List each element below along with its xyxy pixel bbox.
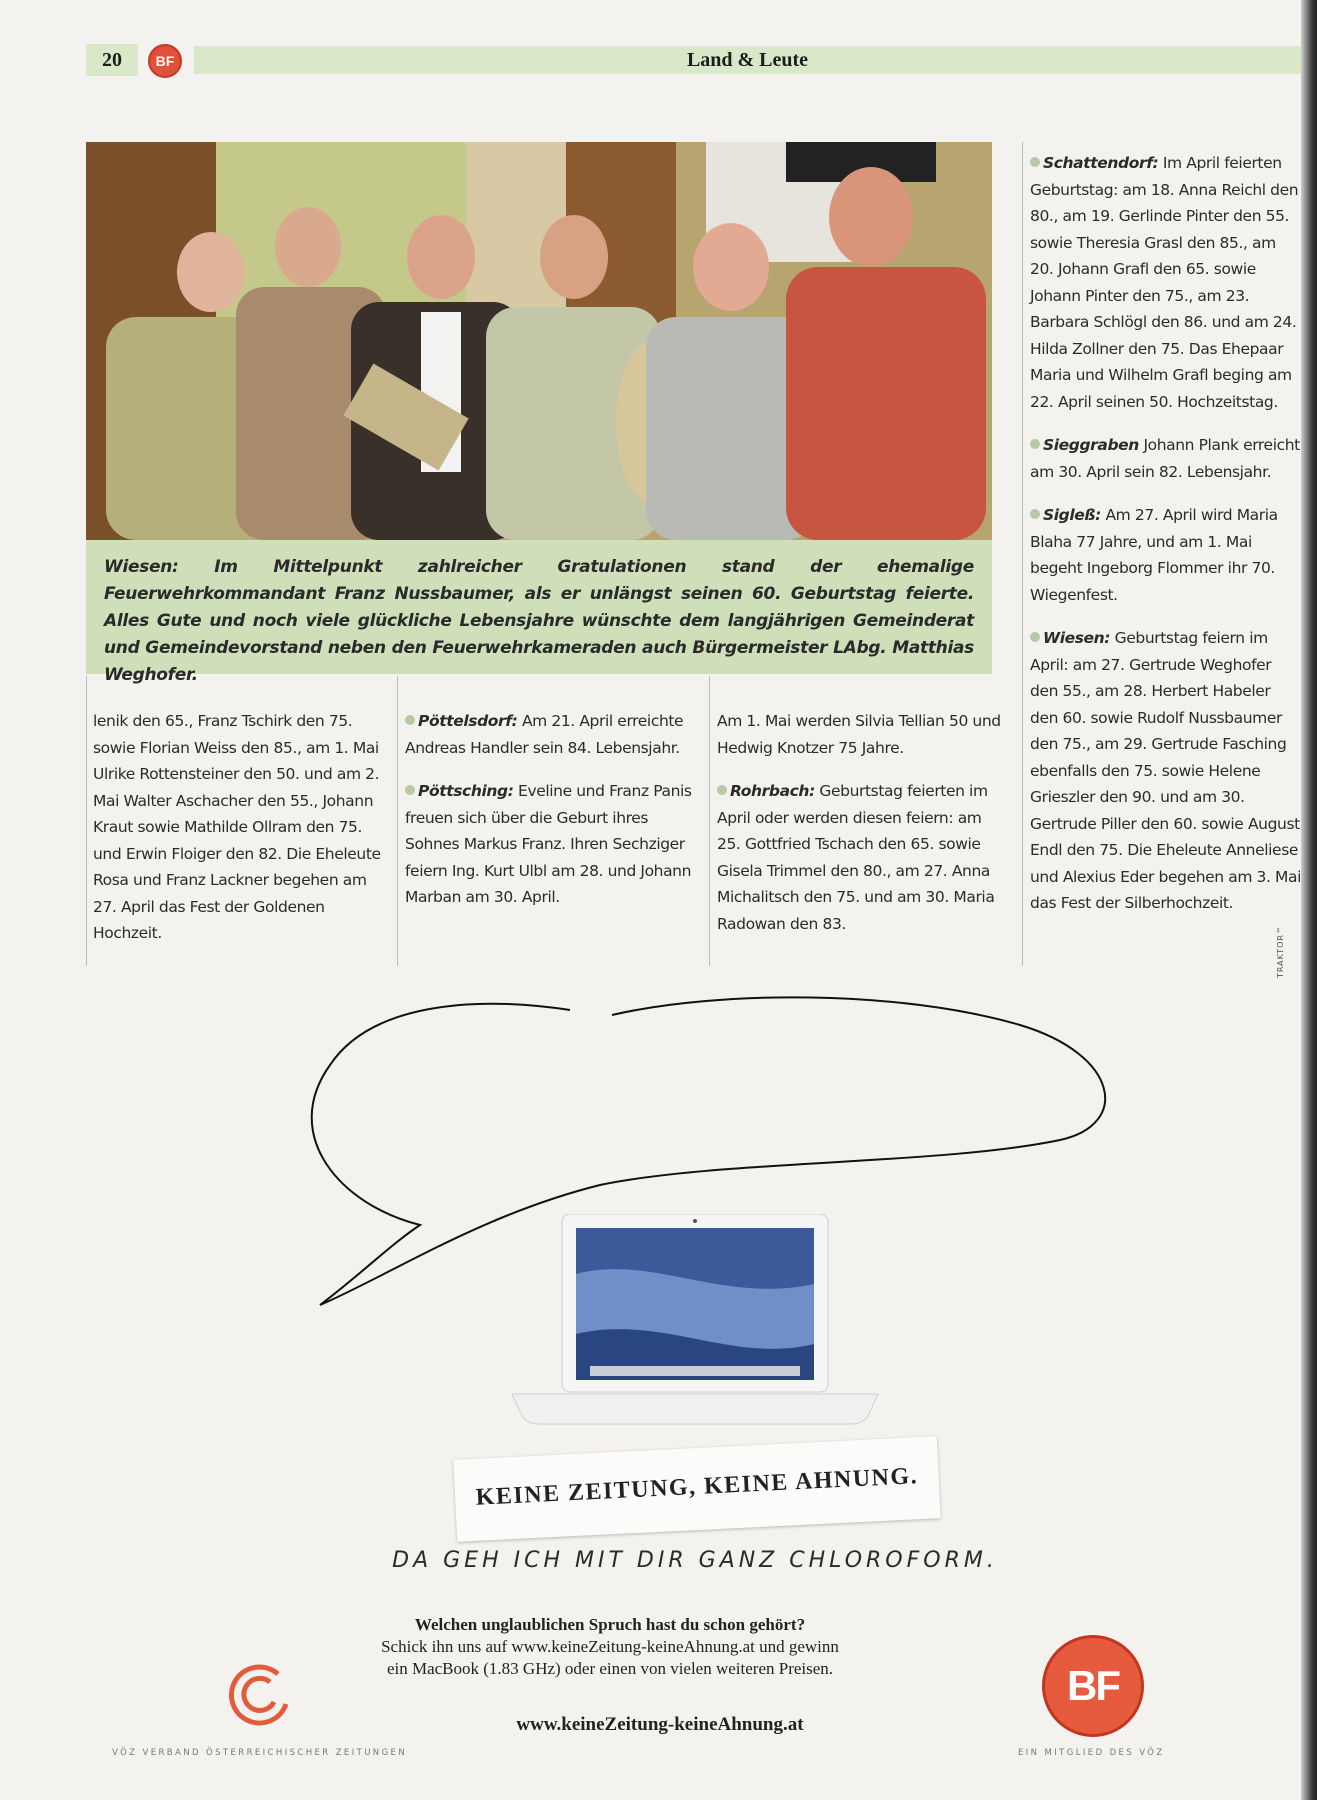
bullet-icon bbox=[1030, 439, 1040, 449]
wiesen-paragraph bbox=[1030, 625, 1302, 917]
promo-line-1: Schick ihn uns auf www.keineZeitung-keineAhnung.at und gewinn bbox=[381, 1637, 839, 1656]
section-title: Land & Leute bbox=[686, 49, 809, 71]
bullet-icon bbox=[717, 785, 727, 795]
sigless-paragraph bbox=[1030, 502, 1302, 608]
promo-question: Welchen unglaublichen Spruch hast du schon gehört? bbox=[414, 1615, 806, 1634]
bf-logo-icon: BF bbox=[148, 44, 182, 78]
poettsching-paragraph bbox=[405, 778, 697, 911]
photo-caption: Wiesen: Im Mittelpunkt zahlreicher Gratulationen stand der ehemalige Feuerwehrkommandant Franz Nussbaumer, als er unlängst seinen 60. Geburtstag feierte. Alles Gute und noch viele glückliche Lebensjahre wünschte dem langjährigen Gemeinderat und Gemeindevorstand neben den Feuerwehrkameraden auch Bürgermeister LAbg. Matthias Weghofer. bbox=[86, 540, 992, 674]
page-header bbox=[86, 44, 1301, 76]
paragraph-text: Johann Plank erreicht am 30. April sein 82. Lebensjahr. bbox=[1030, 436, 1300, 481]
slogan-text: KEINE ZEITUNG, KEINE AHNUNG. bbox=[475, 1463, 919, 1511]
section-bar bbox=[194, 46, 1301, 74]
bullet-icon bbox=[1030, 632, 1040, 642]
bullet-icon bbox=[405, 785, 415, 795]
text-column-1 bbox=[93, 708, 385, 964]
place-name: Rohrbach: bbox=[730, 782, 815, 800]
column-divider bbox=[709, 676, 710, 966]
page-edge bbox=[1301, 0, 1317, 1800]
bullet-icon bbox=[1030, 509, 1040, 519]
place-name: Pöttsching: bbox=[418, 782, 514, 800]
paragraph-text: Am 21. April erreichte Andreas Handler sein 84. Lebensjahr. bbox=[405, 712, 684, 757]
place-name: Wiesen: bbox=[1043, 629, 1111, 647]
bullet-icon bbox=[1030, 157, 1040, 167]
paragraph-text: Eveline und Franz Panis freuen sich über die Geburt ihres Sohnes Markus Franz. Ihren Sechziger feiern Ing. Kurt Ulbl am 28. und Johann Marban am 30. April. bbox=[405, 782, 692, 906]
column-divider bbox=[86, 676, 87, 966]
group-photo bbox=[86, 142, 992, 540]
voez-label: VÖZ VERBAND ÖSTERREICHISCHER ZEITUNGEN bbox=[112, 1748, 408, 1758]
paragraph-text: Am 27. April wird Maria Blaha 77 Jahre, und am 1. Mai begeht Ingeborg Flommer ihr 70. Wiegenfest. bbox=[1030, 506, 1278, 604]
voez-logo-icon bbox=[226, 1660, 292, 1726]
slogan-paper bbox=[453, 1436, 940, 1542]
agency-credit: TRAKTOR™ bbox=[1276, 925, 1285, 978]
paragraph-text: Geburtstag feiern im April: am 27. Gertrude Weghofer den 55., am 28. Herbert Habeler den 60. sowie Rudolf Nussbaumer den 75., am 29. Gertrude Fasching ebenfalls den 75. sowie Helene Grieszler den 90. und am 30. Gertrude Piller den 60. sowie August Endl den 75. Die Eheleute Anneliese und Alexius Eder begehen am 3. Mai das Fest der Silberhochzeit. bbox=[1030, 629, 1302, 912]
paragraph-text: Geburtstag feierten im April oder werden diesen feiern: am 25. Gottfried Tschach den 65. sowie Gisela Trimmel den 80., am 27. Anna Michalitsch den 75. und am 30. Maria Radowan den 83. bbox=[717, 782, 995, 933]
schattendorf-paragraph bbox=[1030, 150, 1302, 415]
poettelsdorf-paragraph bbox=[405, 708, 697, 761]
bf-logo-large-icon: BF bbox=[1042, 1635, 1144, 1737]
text-column-4 bbox=[1030, 150, 1302, 934]
text-column-2 bbox=[405, 708, 697, 928]
handwritten-quote: DA GEH ICH MIT DIR GANZ CHLOROFORM. bbox=[392, 1548, 998, 1573]
column-1-paragraph: lenik den 65., Franz Tschirk den 75. sowie Florian Weiss den 85., am 1. Mai Ulrike Rottensteiner den 50. und am 2. Mai Walter Aschacher den 55., Johann Kraut sowie Mathilde Ollram den 75. und Erwin Floiger den 82. Die Eheleute Rosa und Franz Lackner begehen am 27. April das Fest der Goldenen Hochzeit. bbox=[93, 712, 381, 942]
page-number: 20 bbox=[86, 44, 138, 76]
sieggraben-paragraph bbox=[1030, 432, 1302, 485]
place-name: Sieggraben bbox=[1043, 436, 1139, 454]
rohrbach-paragraph bbox=[717, 778, 1009, 937]
bullet-icon bbox=[405, 715, 415, 725]
promo-line-2: ein MacBook (1.83 GHz) oder einen von vielen weiteren Preisen. bbox=[386, 1659, 834, 1678]
mitglied-label: EIN MITGLIED DES VÖZ bbox=[1018, 1748, 1165, 1758]
paragraph-text: Im April feierten Geburtstag: am 18. Anna Reichl den 80., am 19. Gerlinde Pinter den 55. sowie Theresia Grasl den 85., am 20. Johann Grafl den 65. sowie Johann Pinter den 75., am 23. Barbara Schlögl den 86. und am 24. Hilda Zollner den 75. Das Ehepaar Maria und Wilhelm Grafl beging am 22. April seinen 50. Hochzeitstag. bbox=[1030, 154, 1299, 411]
promo-text bbox=[260, 1614, 960, 1680]
campaign-url[interactable]: www.keineZeitung-keineAhnung.at bbox=[516, 1714, 804, 1735]
column-3-paragraph: Am 1. Mai werden Silvia Tellian 50 und Hedwig Knotzer 75 Jahre. bbox=[717, 712, 1001, 757]
text-column-3 bbox=[717, 708, 1009, 954]
column-divider bbox=[1022, 142, 1023, 966]
column-divider bbox=[397, 676, 398, 966]
place-name: Sigleß: bbox=[1043, 506, 1101, 524]
place-name: Schattendorf: bbox=[1043, 154, 1159, 172]
macbook-icon bbox=[512, 1214, 878, 1428]
place-name: Pöttelsdorf: bbox=[418, 712, 518, 730]
